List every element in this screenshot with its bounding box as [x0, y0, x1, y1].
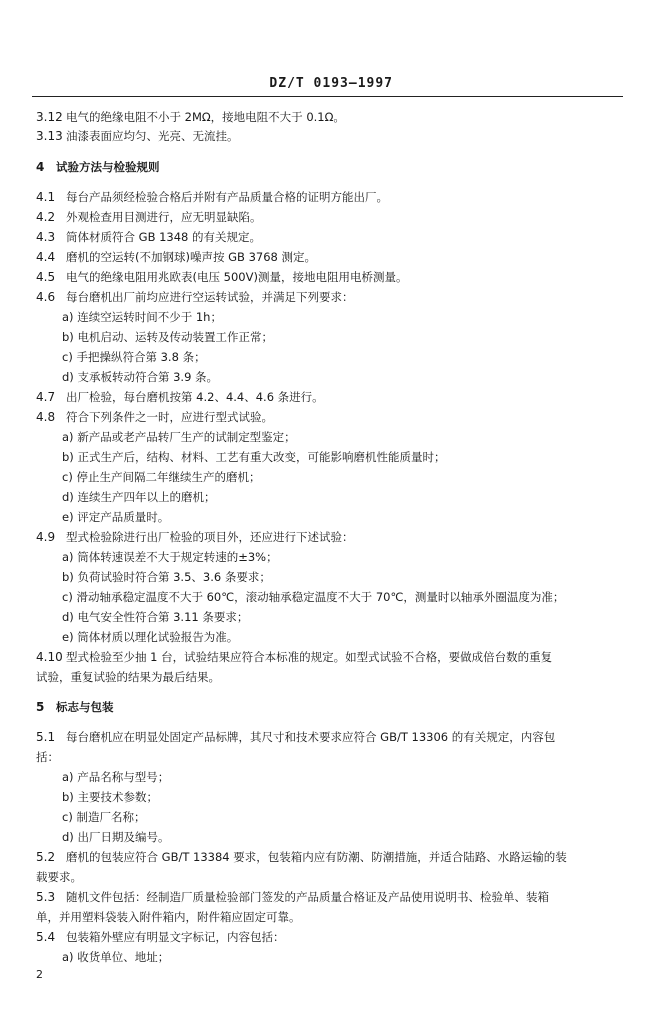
- clause-4-5: 4.5 电气的绝缘电阻用兆欧表(电压 500V)测量，接地电阻用电桥测量。: [36, 270, 408, 284]
- clause-4-9: 4.9 型式检验除进行出厂检验的项目外，还应进行下述试验：: [36, 530, 354, 544]
- clause-4-2: 4.2 外观检查用目测进行，应无明显缺陷。: [36, 210, 262, 224]
- clause-4-7: 4.7 出厂检验，每台磨机按第 4.2、4.4、4.6 条进行。: [36, 390, 324, 404]
- header-rule: [32, 96, 623, 97]
- clause-4-4: 4.4 磨机的空运转(不加钢球)噪声按 GB 3768 测定。: [36, 250, 317, 264]
- list-item: e) 评定产品质量时。: [62, 510, 170, 524]
- list-item: c) 滑动轴承稳定温度不大于 60℃，滚动轴承稳定温度不大于 70℃，测量时以轴承外圈温度为准；: [62, 590, 565, 604]
- section-heading-5: 5 标志与包装: [36, 700, 114, 714]
- doc-code-header: DZ/T 0193—1997: [269, 76, 393, 91]
- list-item: d) 支承板转动符合第 3.9 条。: [62, 370, 219, 384]
- clause-4-10: 4.10 型式检验至少抽 1 台，试验结果应符合本标准的规定。如型式试验不合格，要做成倍台数的重复: [36, 650, 553, 664]
- clause-5-2: 5.2 磨机的包装应符合 GB/T 13384 要求，包装箱内应有防潮、防潮措施，并适合陆路、水路运输的装: [36, 850, 567, 864]
- list-item: d) 连续生产四年以上的磨机；: [62, 490, 216, 504]
- page-number: 2: [36, 968, 43, 981]
- list-item: a) 新产品或老产品转厂生产的试制定型鉴定；: [62, 430, 296, 444]
- list-item: b) 负荷试验时符合第 3.5、3.6 条要求；: [62, 570, 271, 584]
- clause-5-4: 5.4 包装箱外壁应有明显文字标记，内容包括：: [36, 930, 285, 944]
- section-heading-4: 4 试验方法与检验规则: [36, 160, 160, 174]
- list-item: d) 电气安全性符合第 3.11 条要求；: [62, 610, 249, 624]
- clause-4-3: 4.3 筒体材质符合 GB 1348 的有关规定。: [36, 230, 262, 244]
- clause-4-1: 4.1 每台产品须经检验合格后并附有产品质量合格的证明方能出厂。: [36, 190, 388, 204]
- clause-4-8: 4.8 符合下列条件之一时，应进行型式试验。: [36, 410, 273, 424]
- list-item: c) 制造厂名称；: [62, 810, 146, 824]
- list-item: b) 电机启动、运转及传动装置工作正常；: [62, 330, 273, 344]
- list-item: a) 筒体转速误差不大于规定转速的±3%；: [62, 550, 278, 564]
- list-item: d) 出厂日期及编号。: [62, 830, 170, 844]
- list-item: a) 连续空运转时间不少于 1h；: [62, 310, 222, 324]
- list-item: e) 筒体材质以理化试验报告为准。: [62, 630, 239, 644]
- clause-3-13: 3.13 油漆表面应均匀、光亮、无流挂。: [36, 129, 239, 143]
- list-item: a) 产品名称与型号；: [62, 770, 170, 784]
- list-item: b) 正式生产后，结构、材料、工艺有重大改变，可能影响磨机性能质量时；: [62, 450, 446, 464]
- clause-continuation: 载要求。: [36, 870, 82, 884]
- clause-4-6: 4.6 每台磨机出厂前均应进行空运转试验，并满足下列要求：: [36, 290, 354, 304]
- list-item: a) 收货单位、地址；: [62, 950, 170, 964]
- clause-continuation: 括：: [36, 750, 59, 764]
- clause-5-1: 5.1 每台磨机应在明显处固定产品标牌，其尺寸和技术要求应符合 GB/T 13306 的有关规定，内容包: [36, 730, 556, 744]
- list-item: b) 主要技术参数；: [62, 790, 158, 804]
- clause-continuation: 单，并用塑料袋装入附件箱内，附件箱应固定可靠。: [36, 910, 301, 924]
- clause-3-12: 3.12 电气的绝缘电阻不小于 2MΩ，接地电阻不大于 0.1Ω。: [36, 110, 345, 124]
- clause-continuation: 试验，重复试验的结果为最后结果。: [36, 670, 220, 684]
- list-item: c) 手把操纵符合第 3.8 条；: [62, 350, 206, 364]
- list-item: c) 停止生产间隔二年继续生产的磨机；: [62, 470, 261, 484]
- clause-5-3: 5.3 随机文件包括：经制造厂质量检验部门签发的产品质量合格证及产品使用说明书、检验单、装箱: [36, 890, 549, 904]
